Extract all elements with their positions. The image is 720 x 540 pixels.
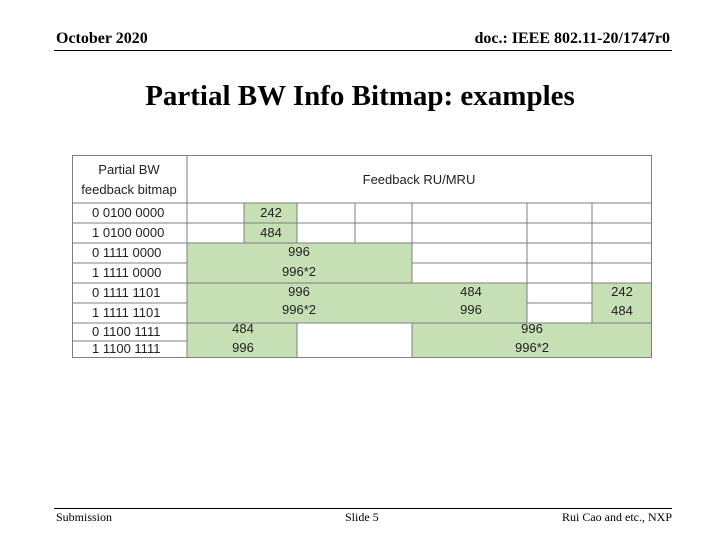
row-8-bits-rest: 1100 1111 <box>99 341 161 356</box>
row-8-cell-1: 996 <box>232 340 254 355</box>
footer-submission: Submission <box>56 510 113 524</box>
row-6-cell-2: 996 <box>460 302 482 317</box>
row-6-cell-3: 484 <box>611 303 633 318</box>
row-3-cell-1: 996 <box>288 244 310 259</box>
row-7-bit: 0 <box>92 324 100 339</box>
col-header-bitmap-line2: feedback bitmap <box>81 182 177 197</box>
header-rule <box>54 50 672 51</box>
row-5-cell-1: 996 <box>288 284 310 299</box>
row-1-bits-rest: 0100 0000 <box>99 205 165 220</box>
row-7-cell-2: 996 <box>521 321 543 336</box>
row-8-cell-2: 996*2 <box>515 340 549 355</box>
header-doc-id: doc.: IEEE 802.11-20/1747r0 <box>474 30 670 47</box>
row-2-bit: 1 <box>92 225 100 240</box>
row-4-bitmap <box>92 265 161 280</box>
row-2-bits-rest: 0100 0000 <box>99 225 165 240</box>
row-2-bitmap <box>92 225 164 240</box>
col-header-feedback: Feedback RU/MRU <box>362 172 476 187</box>
bitmap-table <box>72 155 652 358</box>
row-4-cell-1: 996*2 <box>282 264 316 279</box>
row-8-bitmap <box>92 341 160 356</box>
row-7-bits-rest: 1100 1111 <box>99 324 161 339</box>
row-6-bits-rest: 1111 1101 <box>99 305 161 320</box>
row-1-bit: 0 <box>92 205 100 220</box>
row-8-bit: 1 <box>92 341 100 356</box>
footer-author: Rui Cao and etc., NXP <box>562 510 672 524</box>
row-7-bitmap <box>92 324 160 339</box>
row-3-bit: 0 <box>92 245 100 260</box>
bitmap-table-graphic <box>72 155 652 358</box>
row-5-cell-3: 242 <box>611 284 633 299</box>
row-6-bitmap <box>92 305 160 320</box>
row-6-bit: 1 <box>92 305 100 320</box>
row-1-bitmap <box>92 205 164 220</box>
row-5-bit: 0 <box>92 285 100 300</box>
footer-rule <box>54 508 672 509</box>
row-3-bitmap <box>92 245 161 260</box>
row-1-cell-1: 242 <box>260 205 282 220</box>
row-7-cell-1: 484 <box>232 321 254 336</box>
row-4-bits-rest: 1111 0000 <box>99 265 162 280</box>
footer-slide-number: Slide 5 <box>345 510 379 524</box>
row-5-bitmap <box>92 285 160 300</box>
row-4-bit: 1 <box>92 265 100 280</box>
row-5-bits-rest: 1111 1101 <box>99 285 161 300</box>
slide-title: Partial BW Info Bitmap: examples <box>145 80 575 112</box>
row-6-cell-1: 996*2 <box>282 302 316 317</box>
header-date: October 2020 <box>56 30 148 47</box>
col-header-bitmap-line1: Partial BW <box>98 162 160 177</box>
row-5-cell-2: 484 <box>460 284 482 299</box>
row-3-bits-rest: 1111 0000 <box>99 245 162 260</box>
row-2-cell-1: 484 <box>260 225 282 240</box>
